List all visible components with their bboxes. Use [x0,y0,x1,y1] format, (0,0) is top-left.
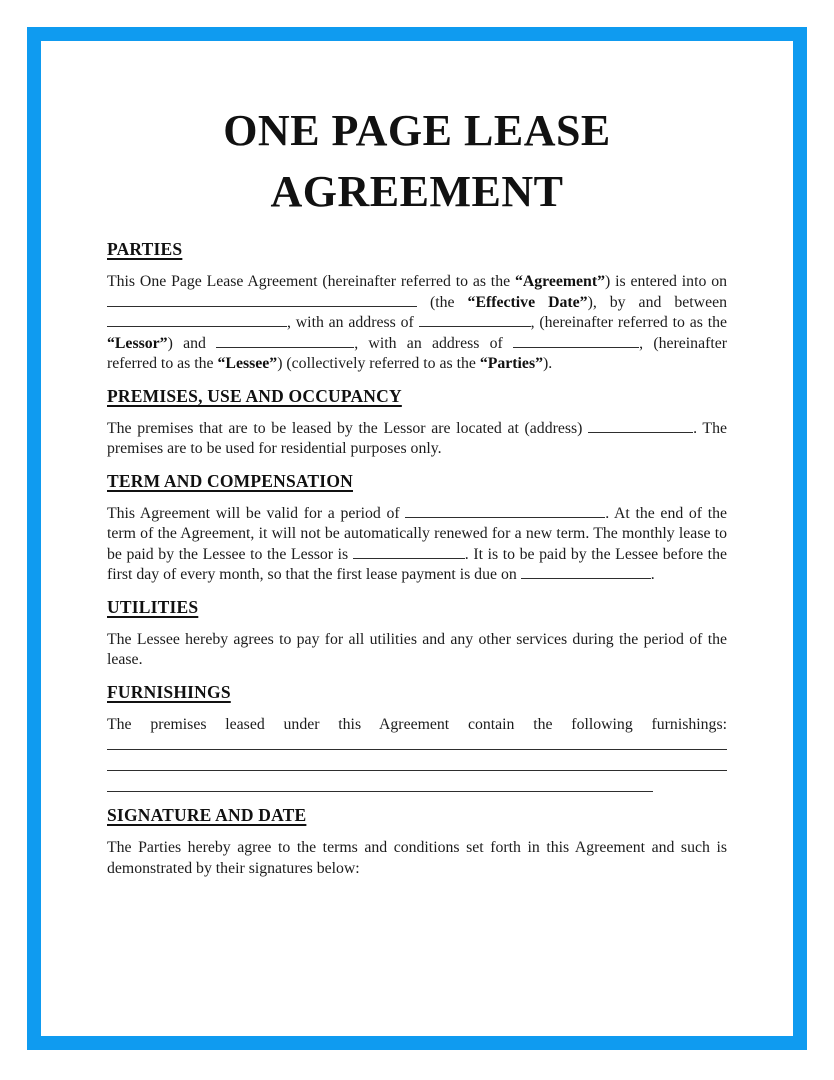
section-heading-signature-and-date: SIGNATURE AND DATE [107,805,307,826]
text-run: The premises leased under this Agreement contain the following furnishings: [107,715,727,733]
text-run: The Parties hereby agree to the terms and conditions set forth in this Agreement and such is demonstrated by their signatures below: [107,839,727,877]
text-run: . At the end of the term of the Agreement, it will not be automatically renewed for a new term. The monthly lease to be paid by the Lessee to the Lessor is [107,504,728,563]
text-run: ), by and between [587,293,727,311]
section-furnishings [107,681,727,793]
section-heading-utilities: UTILITIES [107,596,199,617]
text-run: ). [543,355,553,373]
paragraph-furnishings [107,715,727,736]
section-heading-furnishings: FURNISHINGS [107,681,231,702]
text-run: The premises that are to be leased by the Lessor are located at (address) [107,419,589,437]
section-utilities [107,596,727,671]
section-premises-use-and-occupancy [107,385,727,460]
text-run: . It is to be paid by the Lessee before the first day of every month, so that the first lease payment is due on [107,545,727,584]
bold-term: “Effective Date” [467,293,588,311]
paragraph-premises-use-and-occupancy [107,419,727,460]
fill-in-blank [419,313,531,327]
section-signature-and-date [107,804,727,879]
fill-in-blank [107,313,287,327]
text-run: , (hereinafter referred to as the [107,334,728,373]
section-heading-parties: PARTIES [107,239,183,260]
fill-in-blank [216,334,354,348]
bold-term: “Parties” [479,355,543,373]
fill-in-blank [513,334,639,348]
bold-term: “Agreement” [514,273,606,291]
text-run: , with an address of [354,334,514,352]
fill-in-blank [107,293,417,307]
section-term-and-compensation [107,470,727,586]
section-parties [107,238,727,375]
text-run: This Agreement will be valid for a period of [107,504,406,522]
text-run: ) (collectively referred to as the [277,355,480,373]
section-heading-premises-use-and-occupancy: PREMISES, USE AND OCCUPANCY [107,385,402,406]
text-run: . [650,566,655,584]
page-border-frame [27,27,807,1050]
text-run: , with an address of [287,314,419,332]
paragraph-signature-and-date [107,838,727,879]
blank-lines-group [107,749,727,792]
paragraph-utilities [107,630,727,671]
blank-line-2 [107,770,727,771]
text-run: . The premises are to be used for residential purposes only. [107,419,727,458]
fill-in-blank [588,419,693,433]
bold-term: “Lessor” [107,334,168,352]
bold-term: “Lessee” [217,355,278,373]
text-run: This One Page Lease Agreement (hereinafter referred to as the [107,273,515,291]
title-line-2: AGREEMENT [270,166,564,216]
blank-line-3 [107,791,653,792]
text-run: The Lessee hereby agrees to pay for all utilities and any other services during the period of the lease. [107,630,727,669]
sections-container [107,238,727,879]
fill-in-blank [521,565,651,579]
text-run: ) and [167,334,217,352]
text-run: (the [417,293,468,311]
fill-in-blank [405,504,605,518]
title-line-1: ONE PAGE LEASE [223,106,611,155]
paragraph-parties [107,272,727,375]
blank-line-1 [107,749,727,750]
section-heading-term-and-compensation: TERM AND COMPENSATION [107,470,353,491]
document-title [107,101,727,222]
document-page [41,41,793,1036]
text-run: ) is entered into on [605,273,727,291]
paragraph-term-and-compensation [107,504,727,586]
text-run: , (hereinafter referred to as the [530,314,727,332]
fill-in-blank [353,545,465,559]
